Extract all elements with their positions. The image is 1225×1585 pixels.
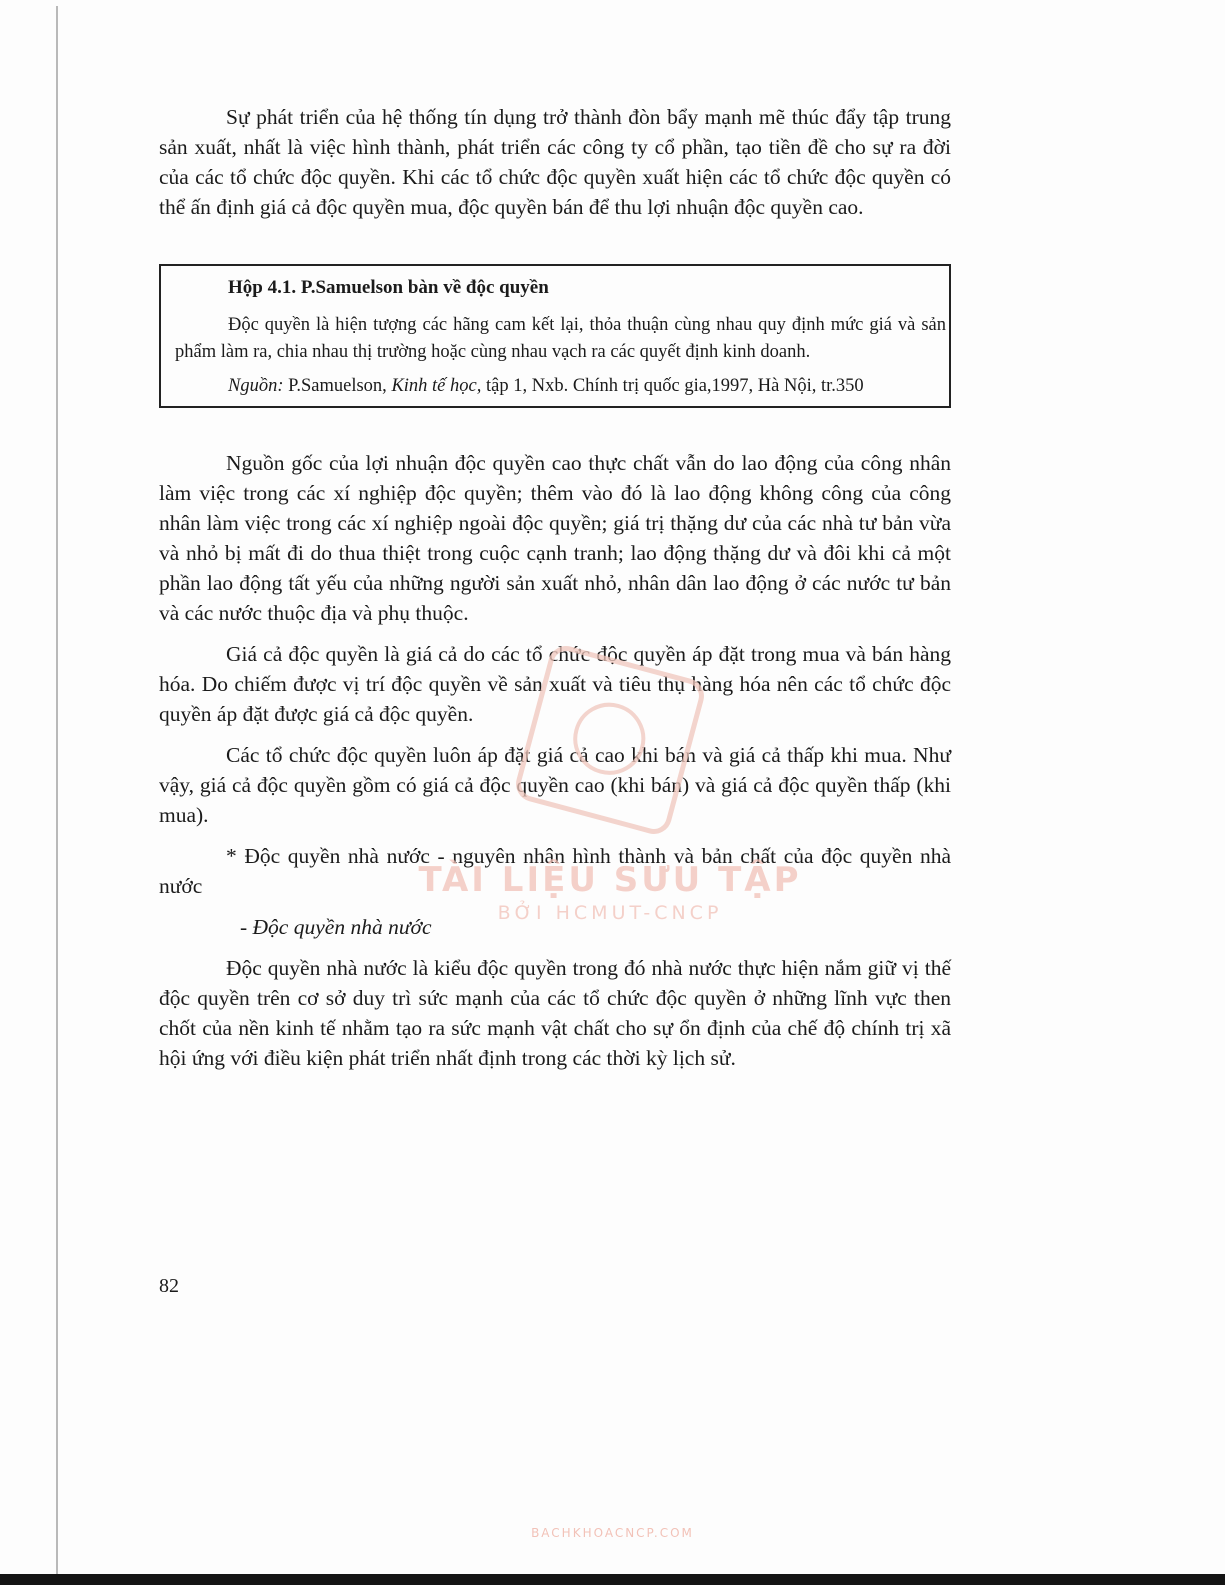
box-body: Độc quyền là hiện tượng các hãng cam kết lại, thỏa thuận cùng nhau quy định mức giá và sản phẩm làm ra, chia nhau thị trường hoặc cùng nhau vạch ra các quyết định kinh doanh. — [175, 314, 946, 362]
source-rest: tập 1, Nxb. Chính trị quốc gia,1997, Hà Nội, tr.350 — [481, 375, 864, 396]
page-edge-bottom — [0, 1574, 1225, 1585]
source-label: Nguồn: — [228, 375, 284, 396]
subheading-state-monopoly: - Độc quyền nhà nước — [240, 915, 432, 939]
paragraph-monopoly-price: Giá cả độc quyền là giá cả do các tổ chức độc quyền áp đặt trong mua và bán hàng hóa. Do chiếm được vị trí độc quyền về sản xuất và tiêu thụ hàng hóa nên các tổ chức độc quyền áp đặt được giá cả độc quyền. — [159, 642, 951, 726]
watermark-title: TÀI LIỆU SƯU TẬP — [418, 860, 802, 900]
paragraph-state-monopoly-definition: Độc quyền nhà nước là kiểu độc quyền trong đó nhà nước thực hiện nắm giữ vị thế độc quyền trên cơ sở duy trì sức mạnh của các tổ chức độc quyền ở những lĩnh vực then chốt của nền kinh tế nhằm tạo ra sức mạnh vật chất cho sự ổn định của chế độ chính trị xã hội ứng với điều kiện phát triển nhất định trong các thời kỳ lịch sử. — [159, 956, 951, 1070]
paragraph-price-levels: Các tổ chức độc quyền luôn áp đặt giá cả cao khi bán và giá cả thấp khi mua. Như vậy, giá cả độc quyền gồm có giá cả độc quyền cao (khi bán) và giá cả độc quyền thấp (khi mua). — [159, 743, 951, 827]
paragraph-credit-system: Sự phát triển của hệ thống tín dụng trở thành đòn bẩy mạnh mẽ thúc đẩy tập trung sản xuất, nhất là việc hình thành, phát triển các công ty cổ phần, tạo tiền đề cho sự ra đời của các tổ chức độc quyền. Khi các tổ chức độc quyền xuất hiện các tổ chức độc quyền có thể ấn định giá cả độc quyền mua, độc quyền bán để thu lợi nhuận độc quyền cao. — [159, 105, 951, 219]
page-number: 82 — [159, 1275, 179, 1297]
footer-watermark: BACHKHOACNCP.COM — [531, 1526, 694, 1540]
box-source — [175, 373, 946, 401]
document-content — [159, 102, 951, 1073]
page-edge-left — [56, 6, 58, 1576]
paragraph-state-monopoly-heading: * Độc quyền nhà nước - nguyên nhân hình thành và bản chất của độc quyền nhà nước — [159, 844, 951, 898]
paragraph-profit-origin: Nguồn gốc của lợi nhuận độc quyền cao thực chất vẫn do lao động của công nhân làm việc trong các xí nghiệp độc quyền; thêm vào đó là lao động không công của công nhân làm việc trong các xí nghiệp ngoài độc quyền; giá trị thặng dư của các nhà tư bản vừa và nhỏ bị mất đi do thua thiệt trong cuộc cạnh tranh; lao động thặng dư và đôi khi cả một phần lao động tất yếu của những người sản xuất nhỏ, nhân dân lao động ở các nước tư bản và các nước thuộc địa và phụ thuộc. — [159, 451, 951, 625]
source-work: Kinh tế học, — [391, 375, 482, 396]
box-title: Hộp 4.1. P.Samuelson bàn về độc quyền — [228, 277, 549, 298]
source-author: P.Samuelson, — [283, 375, 392, 396]
watermark-subtitle: BỞI HCMUT-CNCP — [497, 902, 723, 924]
box-samuelson — [159, 264, 951, 408]
